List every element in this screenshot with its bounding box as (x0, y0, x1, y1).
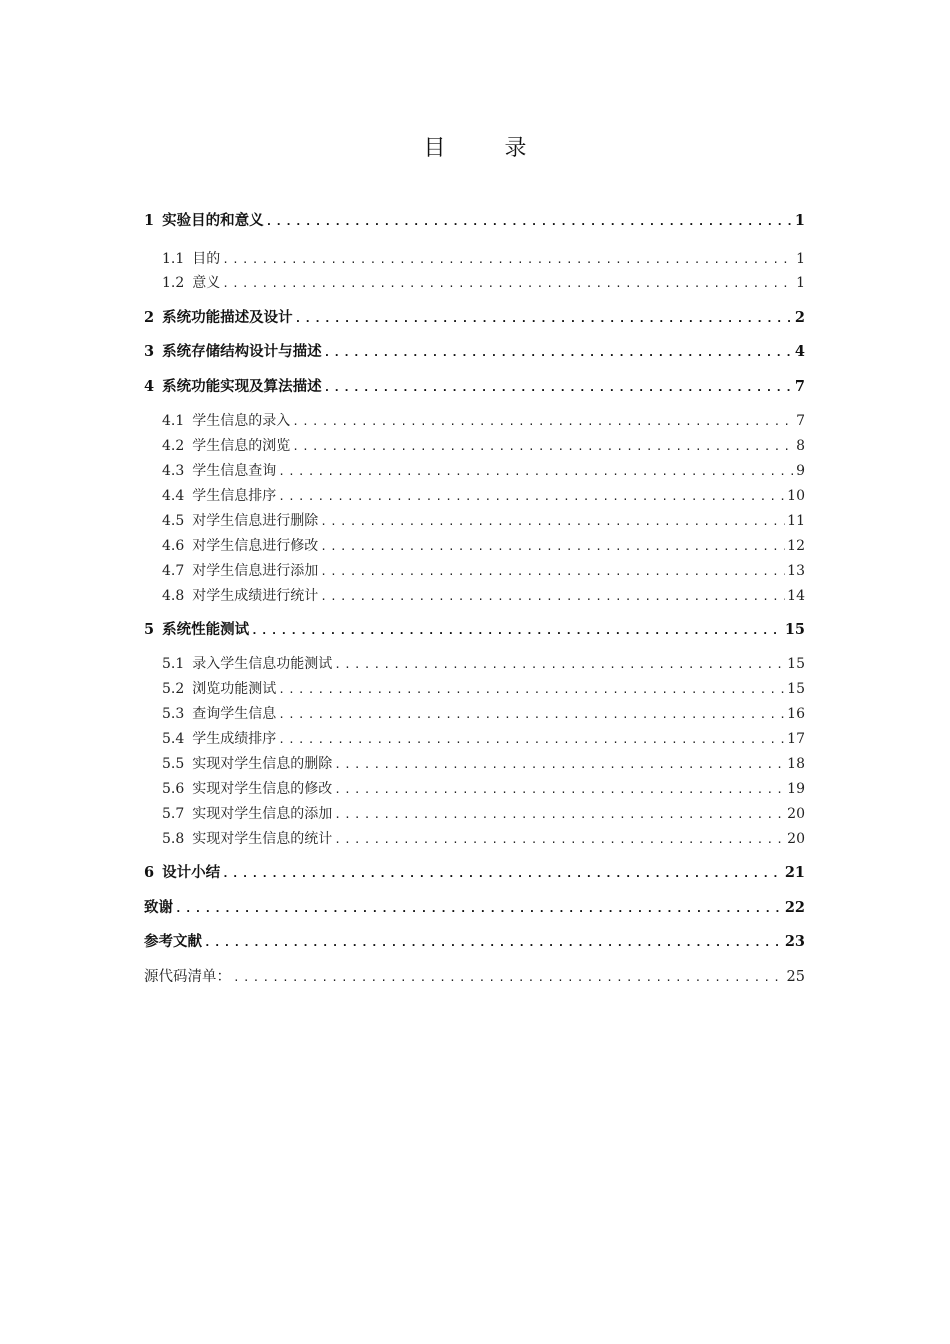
toc-entry-number: 5.5 (162, 756, 185, 772)
page-title: 目 录 (423, 136, 553, 161)
toc-entry[interactable] (144, 898, 805, 919)
toc-entry-page-number: 15 (787, 681, 805, 697)
toc-entry[interactable] (144, 863, 805, 884)
toc-entry-number: 5.3 (162, 706, 185, 722)
toc-entry-number: 5.6 (162, 781, 185, 797)
toc-entry-number: 4.8 (162, 588, 185, 604)
toc-entry-number: 5.2 (162, 681, 185, 697)
toc-entry-page-number: 20 (787, 806, 805, 822)
toc-entry-title: 实现对学生信息的删除 (192, 756, 333, 772)
toc-entry-number: 3 (144, 343, 155, 360)
toc-entry-page-number: 1 (796, 251, 805, 267)
toc-entry[interactable] (144, 411, 805, 432)
toc-dot-leader (278, 680, 785, 700)
toc-entry[interactable] (144, 754, 805, 775)
toc-dot-leader (233, 968, 785, 988)
toc-entry-title: 实验目的和意义 (162, 212, 264, 229)
toc-entry-number: 1.1 (162, 251, 185, 267)
toc-dot-leader (334, 755, 785, 775)
toc-dot-leader (278, 487, 785, 507)
toc-entry-page-number: 7 (796, 413, 805, 429)
toc-entry[interactable] (144, 729, 805, 750)
toc-dot-leader (222, 864, 783, 884)
toc-entry-page-number: 18 (787, 756, 805, 772)
toc-entry-number: 5.1 (162, 656, 185, 672)
toc-entry[interactable] (144, 486, 805, 507)
toc-entry-title: 实现对学生信息的添加 (192, 806, 333, 822)
toc-dot-leader (222, 250, 794, 270)
toc-entry-page-number: 23 (784, 933, 805, 950)
toc-entry-page-number: 1 (796, 275, 805, 291)
toc-entry-number: 1 (144, 212, 155, 229)
toc-entry-page-number: 11 (787, 513, 805, 529)
toc-dot-leader (334, 805, 785, 825)
toc-entry-title: 查询学生信息 (192, 706, 277, 722)
toc-dot-leader (204, 933, 783, 953)
toc-entry-number: 4.7 (162, 563, 185, 579)
toc-entry[interactable] (144, 654, 805, 675)
toc-entry[interactable] (144, 620, 805, 641)
toc-entry-page-number: 8 (796, 438, 805, 454)
toc-dot-leader (320, 562, 785, 582)
toc-entry-page-number: 13 (787, 563, 805, 579)
toc-entry-number: 4.4 (162, 488, 185, 504)
toc-entry-page-number: 21 (784, 864, 805, 881)
toc-entry-page-number: 15 (784, 621, 805, 638)
toc-entry[interactable] (144, 436, 805, 457)
toc-entry-number: 2 (144, 309, 155, 326)
toc-entry-page-number: 12 (787, 538, 805, 554)
toc-entry-page-number: 17 (787, 731, 805, 747)
toc-dot-leader (320, 587, 785, 607)
toc-entry-title: 对学生成绩进行统计 (192, 588, 319, 604)
toc-entry-number: 6 (144, 864, 155, 881)
toc-dot-leader (292, 412, 794, 432)
toc-entry[interactable] (144, 967, 805, 988)
toc-dot-leader (222, 274, 794, 294)
toc-entry-page-number: 15 (787, 656, 805, 672)
toc-entry-title: 学生成绩排序 (192, 731, 277, 747)
toc-entry-page-number: 1 (794, 212, 805, 229)
toc-dot-leader (334, 655, 785, 675)
toc-entry-title: 系统功能描述及设计 (162, 309, 293, 326)
toc-entry[interactable] (144, 804, 805, 825)
toc-entry-title: 系统性能测试 (162, 621, 250, 638)
toc-entry[interactable] (144, 704, 805, 725)
toc-dot-leader (251, 621, 783, 641)
toc-entry[interactable] (144, 342, 805, 363)
toc-entry-title: 学生信息排序 (192, 488, 277, 504)
toc-entry-page-number: 2 (794, 309, 805, 326)
toc-entry-title: 意义 (192, 275, 221, 291)
toc-entry-page-number: 7 (794, 378, 805, 395)
toc-entry[interactable] (144, 586, 805, 607)
toc-entry-number: 4.5 (162, 513, 185, 529)
toc-entry-title: 对学生信息进行添加 (192, 563, 319, 579)
toc-entry-title: 学生信息的录入 (192, 413, 291, 429)
toc-entry[interactable] (144, 377, 805, 398)
toc-entry-title: 实现对学生信息的修改 (192, 781, 333, 797)
toc-entry-title: 致谢 (144, 899, 173, 916)
toc-entry-page-number: 16 (787, 706, 805, 722)
toc-entry-page-number: 14 (787, 588, 805, 604)
toc-entry[interactable] (144, 273, 805, 294)
toc-entry[interactable] (144, 679, 805, 700)
toc-entry-title: 系统存储结构设计与描述 (162, 343, 322, 360)
toc-entry-page-number: 22 (784, 899, 805, 916)
toc-entry[interactable] (144, 932, 805, 953)
toc-entry[interactable] (144, 511, 805, 532)
toc-dot-leader (324, 378, 793, 398)
toc-entry-page-number: 4 (794, 343, 805, 360)
toc-dot-leader (278, 705, 785, 725)
toc-entry-page-number: 19 (787, 781, 805, 797)
toc-entry-title: 录入学生信息功能测试 (192, 656, 333, 672)
toc-entry-page-number: 9 (796, 463, 805, 479)
toc-entry-title: 浏览功能测试 (192, 681, 277, 697)
toc-entry-title: 实现对学生信息的统计 (192, 831, 333, 847)
toc-entry[interactable] (144, 779, 805, 800)
toc-entry-title: 目的 (192, 251, 221, 267)
toc-dot-leader (324, 343, 793, 363)
toc-dot-leader (320, 512, 785, 532)
toc-entry[interactable] (144, 829, 805, 850)
toc-entry-page-number: 10 (787, 488, 805, 504)
toc-dot-leader (320, 537, 785, 557)
toc-dot-leader (278, 730, 785, 750)
toc-entry[interactable] (144, 536, 805, 557)
toc-entry-page-number: 20 (787, 831, 805, 847)
toc-entry-number: 1.2 (162, 275, 185, 291)
toc-entry[interactable] (144, 561, 805, 582)
toc-entry-number: 5.4 (162, 731, 185, 747)
toc-entry-number: 4 (144, 378, 155, 395)
toc-entry-title: 设计小结 (162, 864, 221, 881)
toc-entry-title: 学生信息的浏览 (192, 438, 291, 454)
toc-entry-title: 源代码清单： (144, 969, 231, 985)
toc-entry-title: 参考文献 (144, 933, 202, 950)
toc-entry[interactable] (144, 308, 805, 329)
toc-dot-leader (278, 462, 794, 482)
toc-entry-title: 对学生信息进行修改 (192, 538, 319, 554)
toc-entry-title: 学生信息查询 (192, 463, 277, 479)
toc-entry-page-number: 25 (786, 969, 805, 985)
toc-dot-leader (334, 780, 785, 800)
toc-dot-leader (175, 899, 783, 919)
toc-entry-number: 4.6 (162, 538, 185, 554)
toc-dot-leader (292, 437, 794, 457)
toc-entry-title: 系统功能实现及算法描述 (162, 378, 322, 395)
toc-entry[interactable] (144, 211, 805, 232)
toc-entry-title: 对学生信息进行删除 (192, 513, 319, 529)
toc-entry-number: 4.3 (162, 463, 185, 479)
toc-entry[interactable] (144, 461, 805, 482)
toc-entry-number: 4.2 (162, 438, 185, 454)
toc-entry-number: 4.1 (162, 413, 185, 429)
toc-entry-number: 5.8 (162, 831, 185, 847)
toc-dot-leader (334, 830, 785, 850)
toc-entry-number: 5 (144, 621, 155, 638)
toc-entry[interactable] (144, 249, 805, 270)
toc-entry-number: 5.7 (162, 806, 185, 822)
toc-dot-leader (295, 309, 793, 329)
toc-dot-leader (266, 212, 793, 232)
